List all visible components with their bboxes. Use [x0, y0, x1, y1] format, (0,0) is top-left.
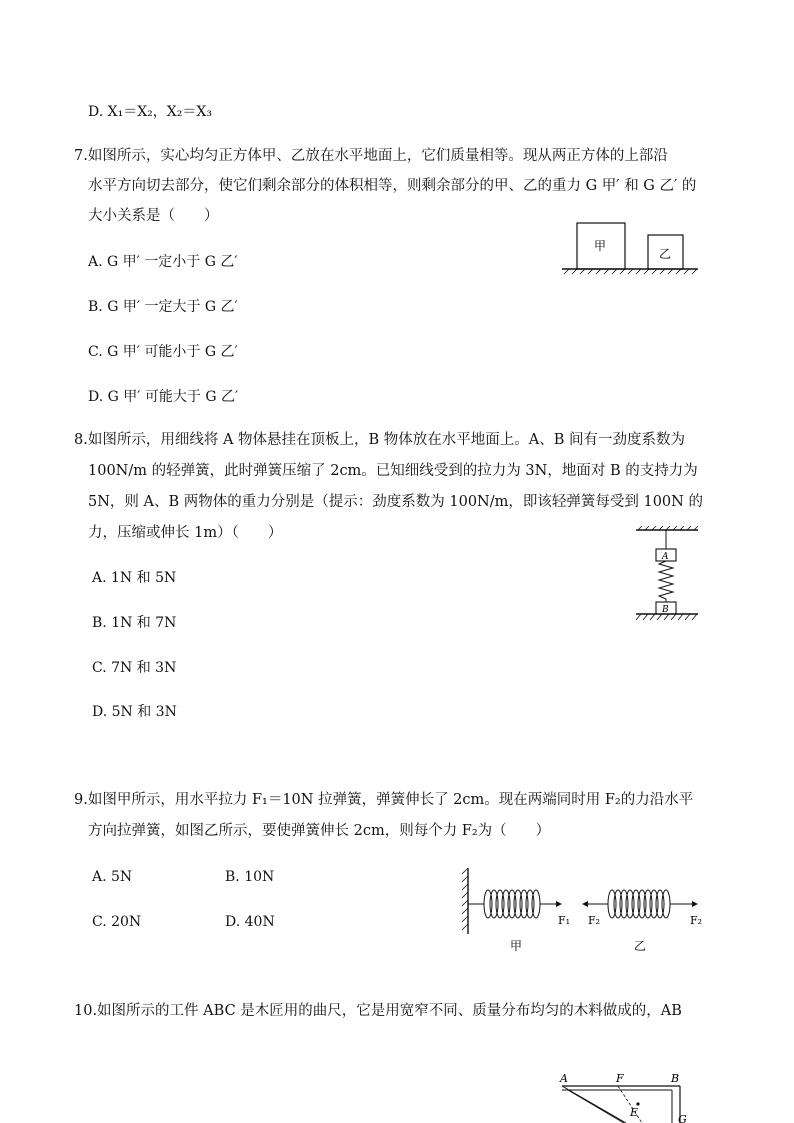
q7-option-b: B. G 甲′ 一定大于 G 乙′	[88, 299, 238, 315]
block-a-label: A	[662, 552, 669, 562]
q8-line3: 5N，则 A、B 两物体的重力分别是（提示：劲度系数为 100N/m，即该轻弹簧每受到 100N 的	[88, 494, 703, 510]
q7-cubes-figure	[558, 220, 703, 276]
q7-line1: 7.如图所示，实心均匀正方体甲、乙放在水平地面上，它们质量相等。现从两正方体的上部沿	[74, 148, 668, 164]
point-a-label: A	[560, 1072, 568, 1085]
point-g-label: G	[678, 1113, 687, 1123]
f1-label: F₁	[558, 914, 571, 927]
q10-line1: 10.如图所示的工件 ABC 是木匠用的曲尺，它是用宽窄不同、质量分布均匀的木料做成的，AB	[74, 1003, 682, 1019]
q9-option-d: D. 40N	[225, 914, 275, 930]
q7-option-d: D. G 甲′ 可能大于 G 乙′	[88, 389, 239, 405]
f2-right-label: F₂	[690, 914, 703, 927]
q8-option-a: A. 1N 和 5N	[92, 570, 177, 586]
q8-option-c: C. 7N 和 3N	[92, 660, 177, 676]
caption-yi: 乙	[634, 939, 647, 953]
f2-left-label: F₂	[588, 914, 601, 927]
q8-line2: 100N/m 的轻弹簧，此时弹簧压缩了 2cm。已知细线受到的拉力为 3N，地面对 B 的支持力为	[88, 463, 698, 479]
q8-line1: 8.如图所示，用细线将 A 物体悬挂在顶板上，B 物体放在水平地面上。A、B 间有一劲度系数为	[74, 432, 686, 448]
q10-ruler-figure	[554, 1068, 694, 1123]
block-b-label: B	[662, 605, 669, 615]
q8-option-b: B. 1N 和 7N	[92, 615, 177, 631]
point-b-label: B	[671, 1072, 680, 1085]
q7-line3: 大小关系是（ ）	[88, 208, 219, 224]
spring-coil	[659, 561, 673, 599]
cube-yi-label: 乙	[659, 247, 672, 261]
spring-yi	[608, 890, 670, 918]
caption-jia: 甲	[510, 939, 523, 953]
point-f-label: F	[616, 1072, 624, 1085]
q7-option-a: A. G 甲′ 一定小于 G 乙′	[88, 254, 238, 270]
q9-option-c: C. 20N	[92, 914, 142, 930]
q8-line4: 力，压缩或伸长 1m）（ ）	[88, 525, 283, 541]
q9-springs-figure	[458, 862, 714, 958]
cube-jia-label: 甲	[594, 239, 607, 253]
spring-jia	[484, 890, 540, 918]
ground-hatch	[564, 269, 697, 274]
q9-option-a: A. 5N	[92, 869, 133, 885]
q9-line1: 9.如图甲所示，用水平拉力 F₁＝10N 拉弹簧，弹簧伸长了 2cm。现在两端同时用 F₂的力沿水平	[74, 792, 694, 808]
q8-option-d: D. 5N 和 3N	[92, 704, 177, 720]
q7-option-c: C. G 甲′ 可能小于 G 乙′	[88, 344, 238, 360]
q8-spring-figure	[634, 526, 702, 624]
q9-option-b: B. 10N	[225, 869, 275, 885]
wall-hatch	[462, 868, 468, 930]
option-d-prev: D. X₁＝X₂，X₂＝X₃	[88, 104, 212, 120]
q9-line2: 方向拉弹簧，如图乙所示，要使弹簧伸长 2cm，则每个力 F₂为（ ）	[88, 823, 551, 839]
point-e-label: E	[630, 1106, 639, 1119]
q7-line2: 水平方向切去部分，使它们剩余部分的体积相等，则剩余部分的甲、乙的重力 G 甲′ 和 G 乙′ 的	[88, 178, 697, 194]
